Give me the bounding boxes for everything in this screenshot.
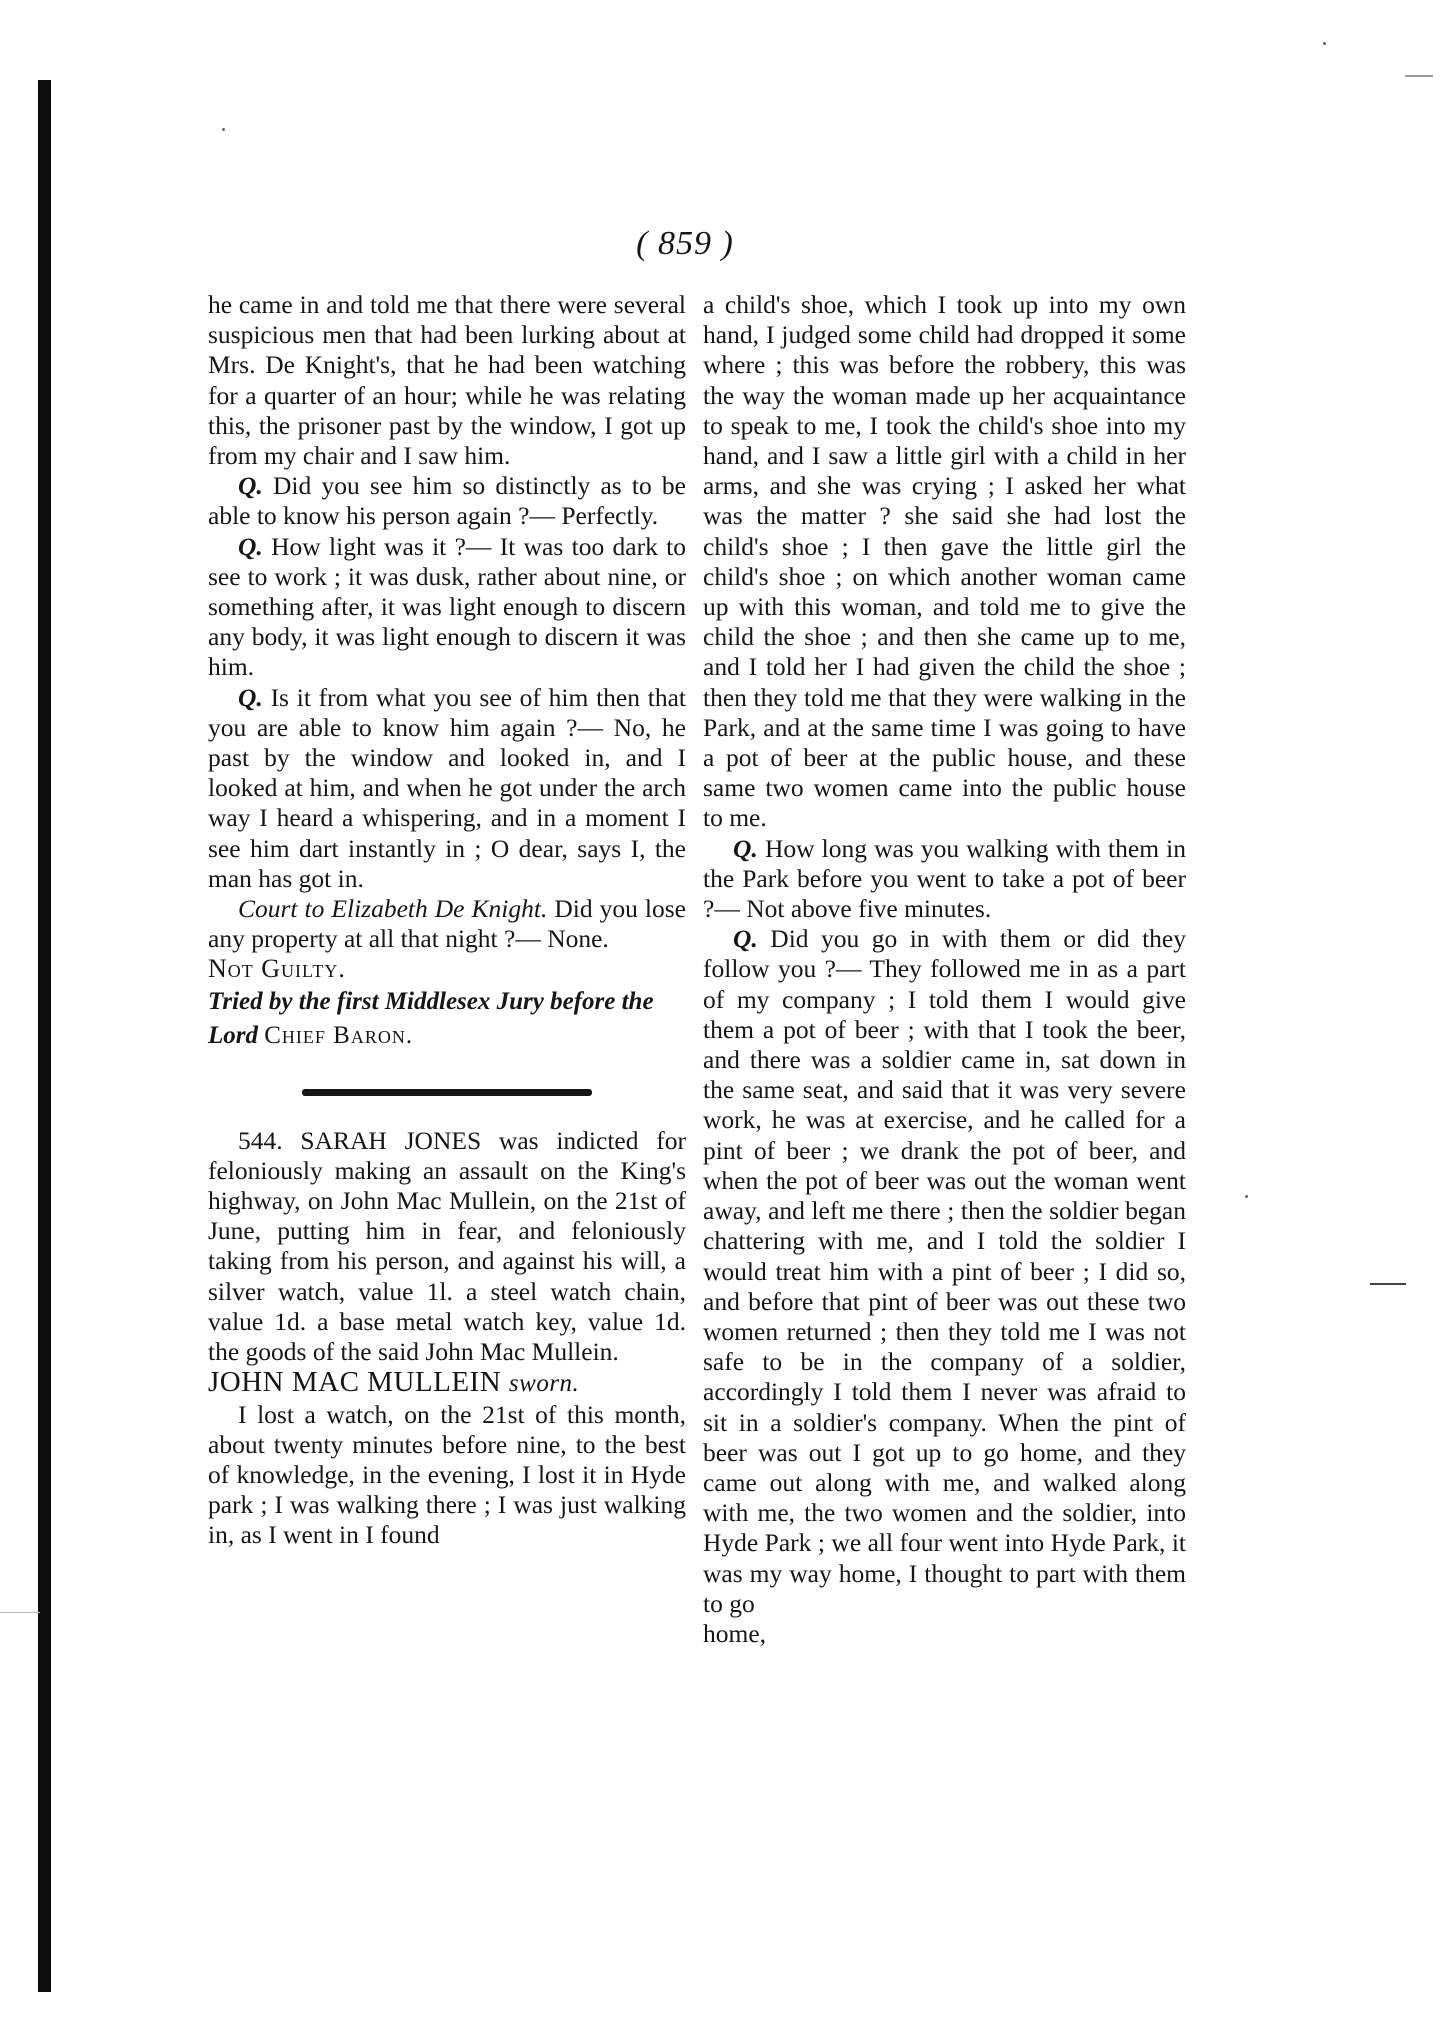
speck bbox=[222, 128, 225, 131]
margin-mark bbox=[1405, 75, 1433, 77]
question bbox=[208, 532, 686, 683]
tried-note bbox=[208, 985, 686, 1053]
case-entry: 544. SARAH JONES was indicted for feloniously making an assault on the King's highway, on John Mac Mullein, on the 21st of June, putting him in fear, and feloniously taking from his person, and against his will, a silver watch, value 1l. a steel watch chain, value 1d. a base metal watch key, value 1d. the goods of the said John Mac Mullein. bbox=[208, 1125, 686, 1367]
question-text: Did you see him so distinctly as to be able to know his person again ?— Perfectly. bbox=[208, 471, 687, 531]
court-label: Court to Elizabeth De Knight. bbox=[238, 894, 548, 924]
tried-line-1: Tried by the first Middlesex Jury before the bbox=[208, 987, 654, 1015]
witness-heading bbox=[208, 1367, 686, 1399]
catchword: home, bbox=[703, 1618, 767, 1648]
question bbox=[208, 471, 686, 531]
paragraph: he came in and told me that there were several suspicious men that had been lurking about at Mrs. De Knight's, that he had been watching for a quarter of an hour; while he was relating this, the prisoner past by the window, I got up from my chair and I saw him. bbox=[208, 290, 686, 471]
binding-edge bbox=[38, 80, 51, 1992]
question-text: Did you go in with them or did they follow you ?— They followed me in as a part of my company ; I told them I would give them a pot of beer ; with that I took the beer, and there was a soldier came in, sat down in the same seat, and said that it was very severe work, he was at exercise, and he called for a pint of beer ; we drank the pot of beer, and when the pot of beer was out the woman went away, and left me there ; then the soldier began chattering with me, and I told the soldier I would treat him with a pint of beer ; I did so, and before that pint of beer was out these two women returned ; then they told me I was not safe to be in the company of a soldier, accordingly I told them I never was afraid to sit in a soldier's company. When the pint of beer was out I got up to go home, and they came out along with me, and walked along with me, the two women and the soldier, into Hyde Park ; we all four went into Hyde Park, it was my way home, I thought to part with them to go bbox=[703, 924, 1187, 1618]
witness-sworn: sworn. bbox=[508, 1370, 580, 1398]
tried-lord: Lord bbox=[208, 1021, 258, 1049]
testimony: I lost a watch, on the 21st of this month, about twenty minutes before nine, to the best of knowledge, in the evening, I lost it in Hyde park ; I was walking there ; I was just walking in, as I went in I found bbox=[208, 1399, 686, 1550]
speck bbox=[1323, 42, 1326, 45]
q-mark: Q. bbox=[733, 833, 758, 863]
right-column bbox=[703, 290, 1186, 1649]
question-text: How light was it ?— It was too dark to see to work ; it was dusk, rather about nine, or something after, it was light enough to discern any body, it was light enough to discern it was him. bbox=[208, 531, 686, 682]
page-number: ( 859 ) bbox=[636, 225, 734, 262]
q-mark: Q. bbox=[238, 471, 263, 501]
q-mark: Q. bbox=[238, 682, 263, 712]
left-column bbox=[208, 290, 686, 1551]
speck bbox=[1245, 1195, 1248, 1198]
paragraph: a child's shoe, which I took up into my own hand, I judged some child had dropped it some where ; this was before the robbery, this was the way the woman made up her acquaintance to speak to me, I took the child's shoe into my hand, and I saw a little girl with a child in her arms, and she was crying ; I asked her what was the matter ? she said she had lost the child's shoe ; I then gave the little girl the child's shoe ; on which another woman came up with this woman, and told me to give the child the shoe ; and then she came up to me, and I told her I had given the child the shoe ; then they told me that they were walking in the Park, and at the same time I was going to have a pot of beer at the public house, and these same two women came into the public house to me. bbox=[703, 290, 1186, 833]
q-mark: Q. bbox=[238, 531, 263, 561]
q-mark: Q. bbox=[733, 924, 758, 954]
court-question bbox=[208, 894, 686, 954]
question bbox=[703, 834, 1186, 925]
question-text: How long was you walking with them in the Park before you went to take a pot of beer ?— Not above five minutes. bbox=[703, 833, 1186, 924]
margin-mark bbox=[1370, 1283, 1406, 1285]
margin-mark bbox=[0, 1612, 40, 1613]
court-text: Did you lose any property at all that night ?— None. bbox=[208, 894, 686, 954]
witness-name: JOHN MAC MULLEIN bbox=[208, 1366, 502, 1399]
section-rule bbox=[302, 1089, 592, 1096]
tried-title: Chief Baron. bbox=[264, 1021, 414, 1049]
question bbox=[703, 924, 1186, 1619]
question bbox=[208, 683, 686, 894]
question-text: Is it from what you see of him then that you are able to know him again ?— No, he past by the window and looked in, and I looked at him, and when he got under the arch way I heard a whispering, and in a moment I see him dart instantly in ; O dear, says I, the man has got in. bbox=[208, 682, 686, 893]
verdict: Not Guilty. bbox=[208, 954, 346, 984]
